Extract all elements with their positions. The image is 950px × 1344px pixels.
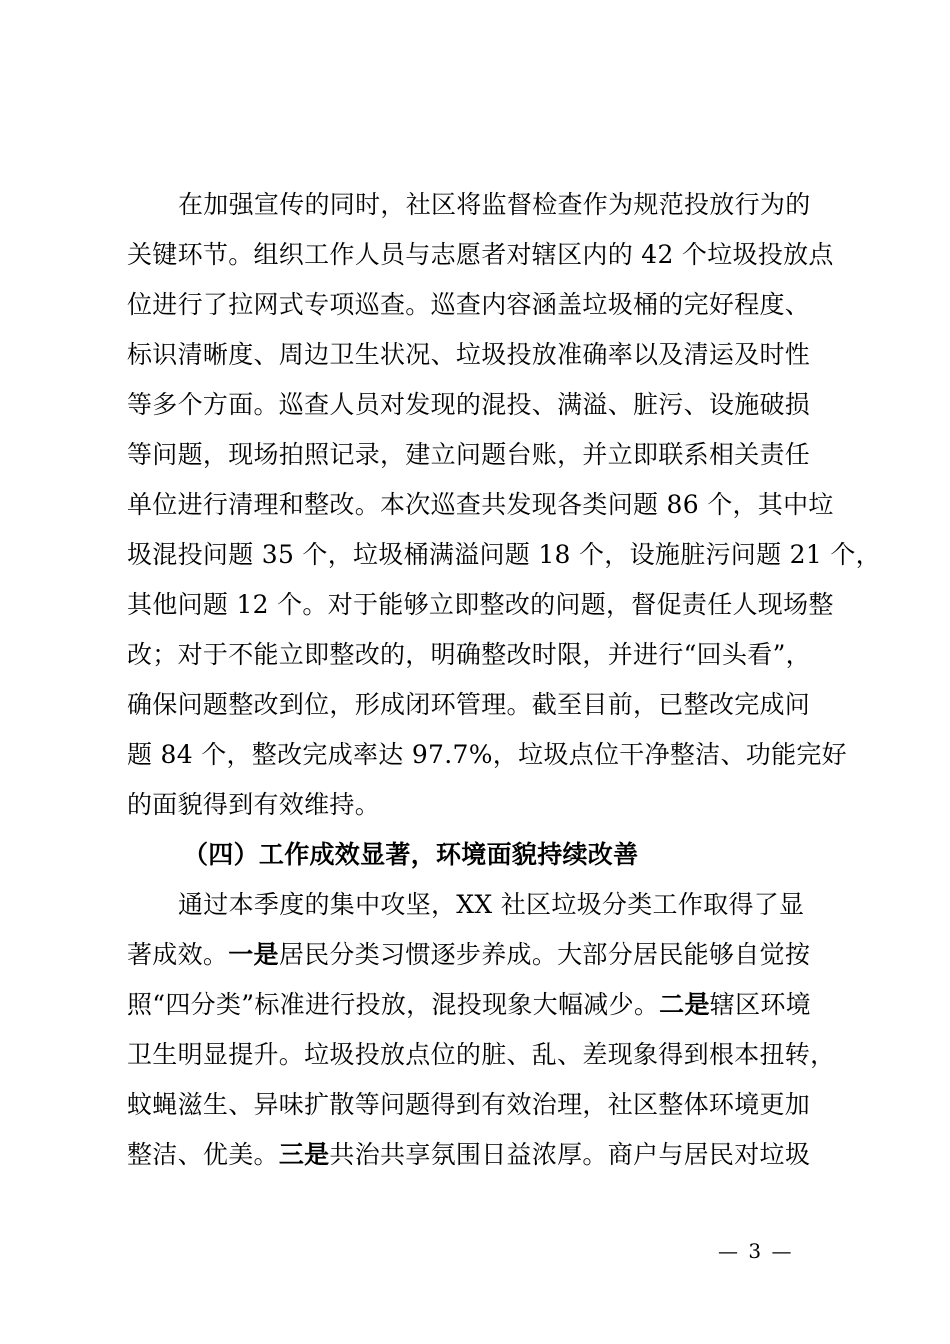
- paragraph-line: 卫生明显提升。垃圾投放点位的脏、乱、差现象得到根本扭转，: [127, 1040, 836, 1069]
- paragraph-line: 单位进行清理和整改。本次巡查共发现各类问题 86 个，其中垃: [127, 490, 834, 519]
- paragraph-line: 等问题，现场拍照记录，建立问题台账，并立即联系相关责任: [127, 440, 811, 469]
- emphasis-first: 一是: [228, 940, 279, 969]
- paragraph-line: 等多个方面。巡查人员对发现的混投、满溢、脏污、设施破损: [127, 390, 811, 419]
- text-run: 整洁、优美。: [127, 1140, 279, 1169]
- section-heading: （四）工作成效显著，环境面貌持续改善: [183, 840, 639, 869]
- paragraph-line: [127, 940, 810, 970]
- paragraph-line: 在加强宣传的同时，社区将监督检查作为规范投放行为的: [178, 190, 811, 219]
- emphasis-second: 二是: [659, 990, 710, 1019]
- paragraph-line: 关键环节。组织工作人员与志愿者对辖区内的 42 个垃圾投放点: [127, 240, 834, 269]
- paragraph-line: [127, 990, 811, 1020]
- text-run: 共治共享氛围日益浓厚。商户与居民对垃圾: [329, 1140, 811, 1169]
- paragraph-line: 题 84 个，整改完成率达 97.7%，垃圾点位干净整洁、功能完好: [127, 740, 847, 769]
- paragraph-line: 确保问题整改到位，形成闭环管理。截至目前，已整改完成问: [127, 690, 811, 719]
- text-run: 辖区环境: [709, 990, 811, 1019]
- paragraph-line: 蚊蝇滋生、异味扩散等问题得到有效治理，社区整体环境更加: [127, 1090, 811, 1119]
- page-number: — 3 —: [718, 1239, 794, 1263]
- paragraph-line: [127, 1140, 810, 1170]
- paragraph-line: 改；对于不能立即整改的，明确整改时限，并进行“回头看”，: [127, 640, 811, 669]
- paragraph-line: 标识清晰度、周边卫生状况、垃圾投放准确率以及清运及时性: [127, 340, 811, 369]
- text-run: 著成效。: [127, 940, 229, 969]
- text-run: 照“四分类”标准进行投放，混投现象大幅减少。: [127, 990, 660, 1019]
- paragraph-line: 通过本季度的集中攻坚，XX 社区垃圾分类工作取得了显: [178, 890, 805, 919]
- paragraph-line: 圾混投问题 35 个，垃圾桶满溢问题 18 个，设施脏污问题 21 个，: [127, 540, 881, 569]
- emphasis-third: 三是: [278, 1140, 330, 1169]
- paragraph-line: 其他问题 12 个。对于能够立即整改的问题，督促责任人现场整: [127, 590, 834, 619]
- text-run: 居民分类习惯逐步养成。大部分居民能够自觉按: [278, 940, 811, 969]
- paragraph-line: 位进行了拉网式专项巡查。巡查内容涵盖垃圾桶的完好程度、: [127, 290, 811, 319]
- paragraph-line: 的面貌得到有效维持。: [127, 790, 381, 819]
